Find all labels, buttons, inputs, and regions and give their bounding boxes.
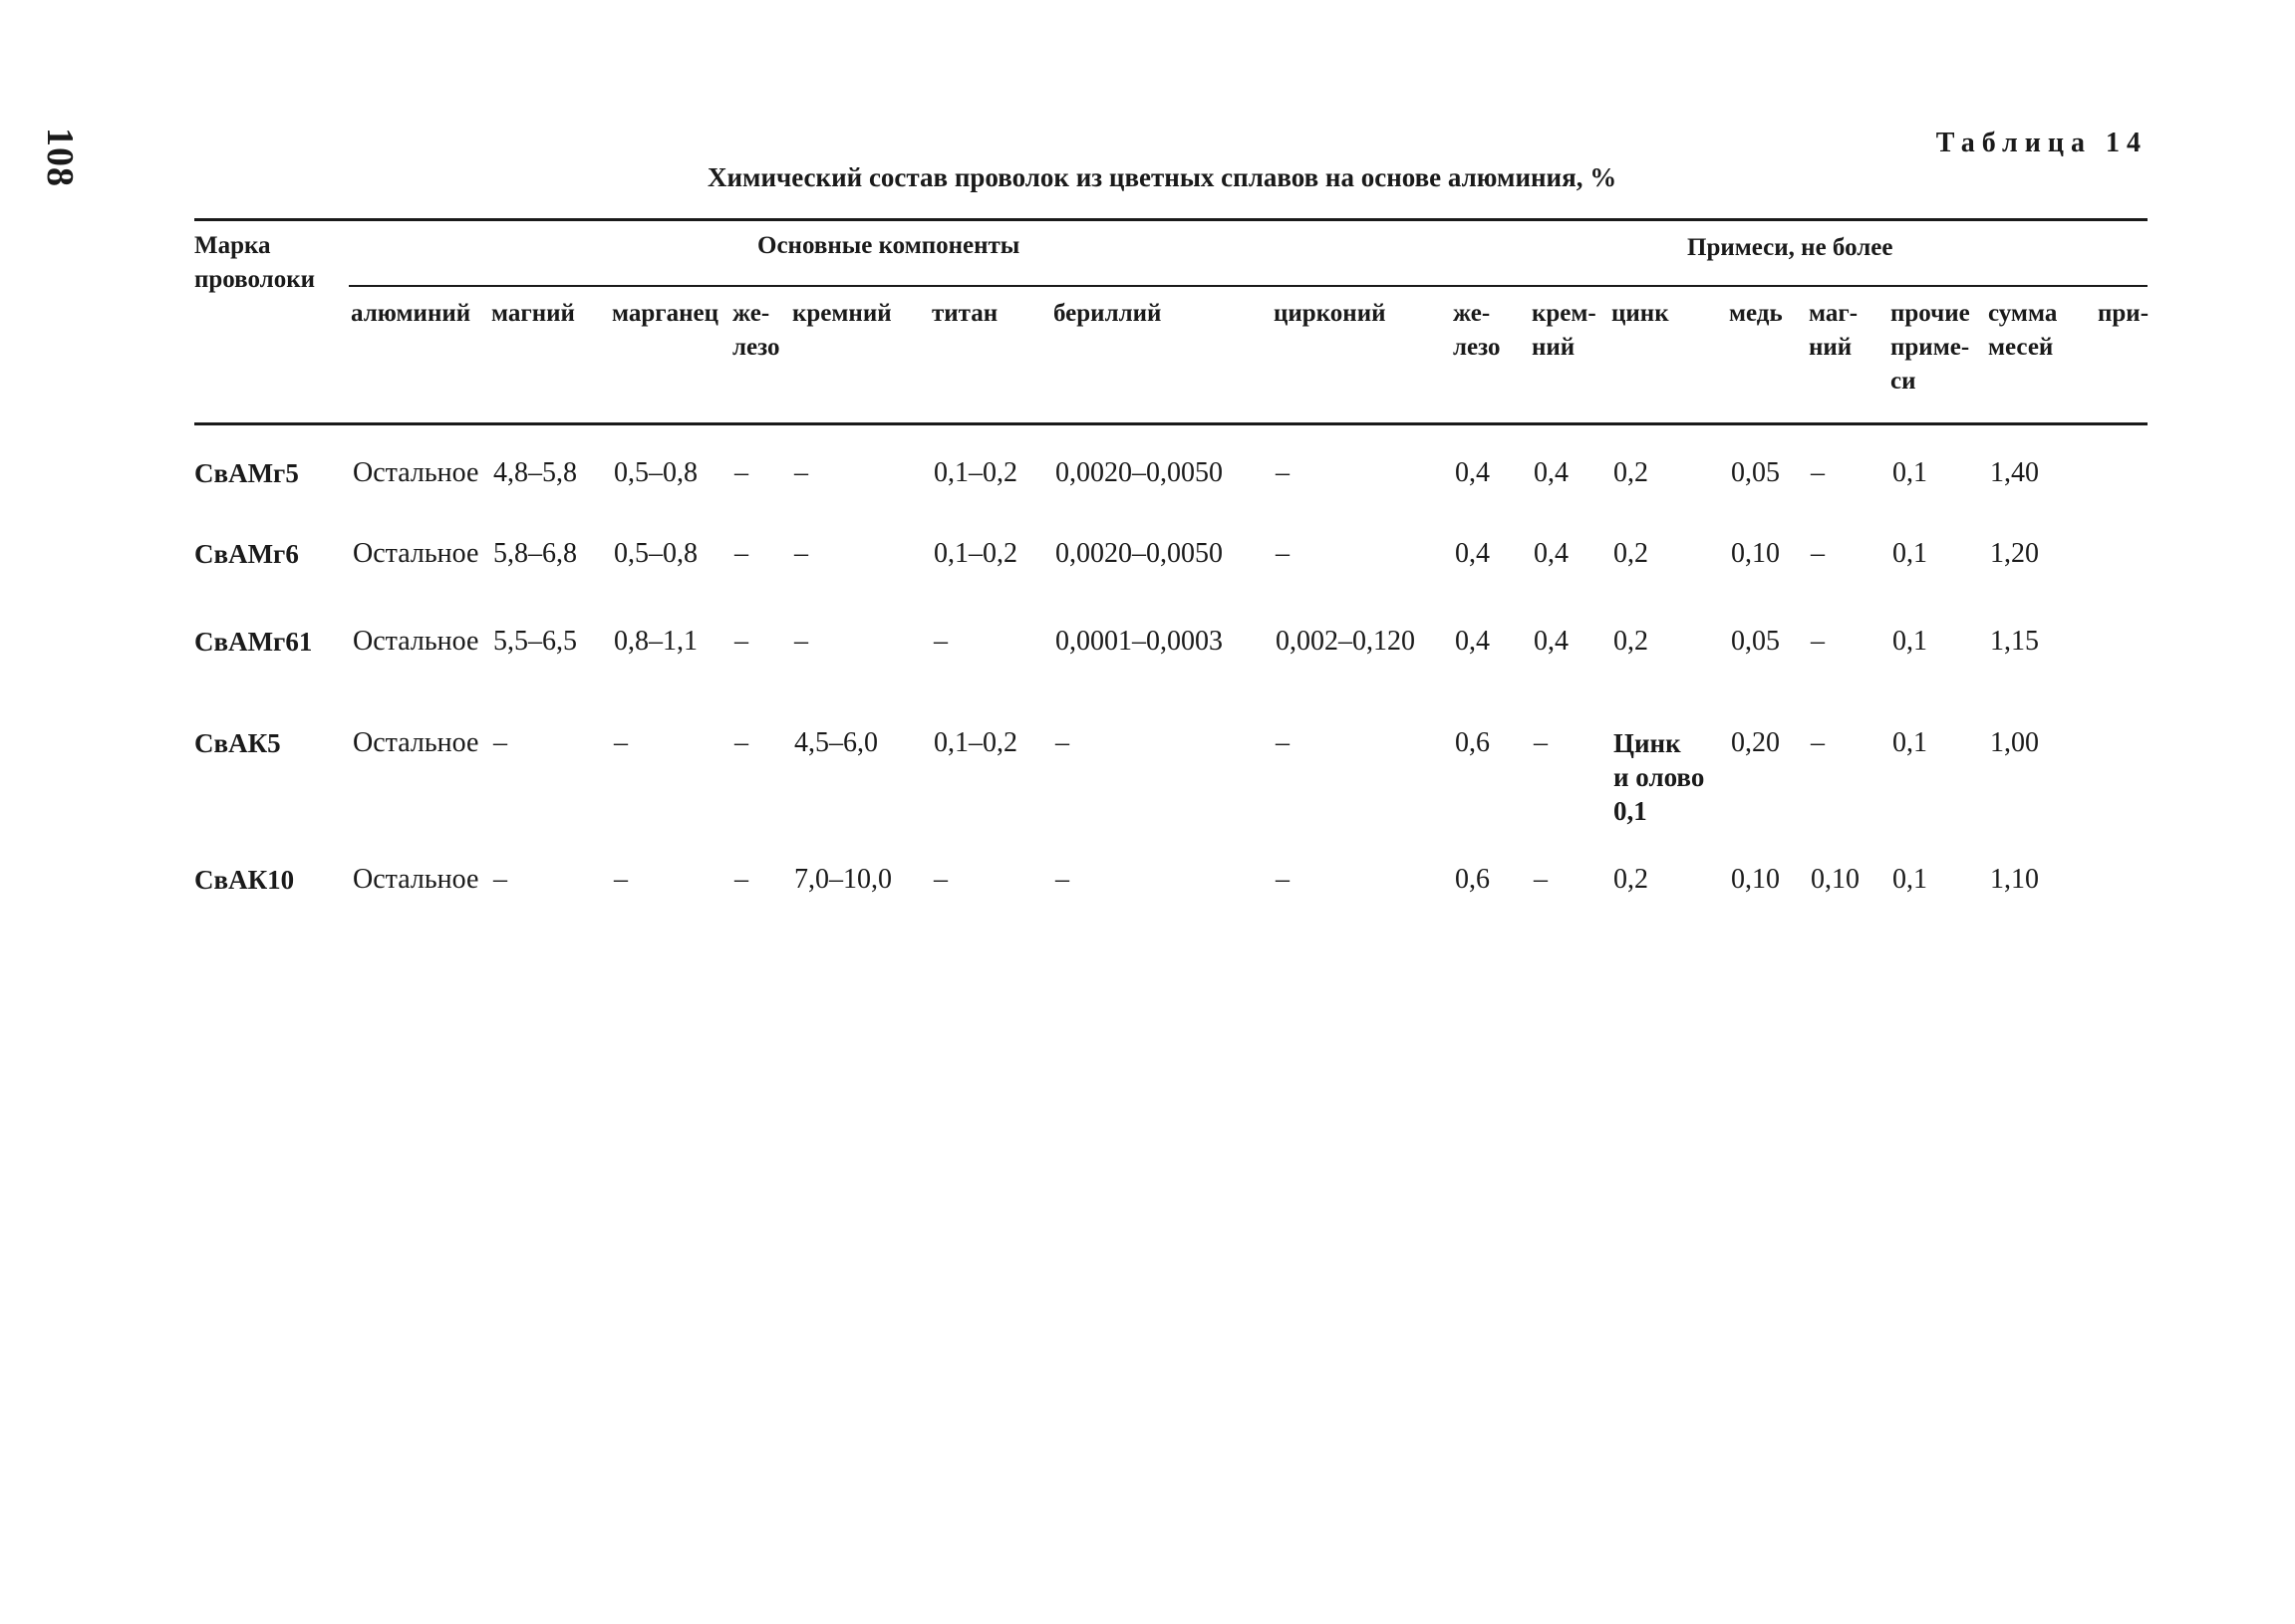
cell-impurity-sum: 1,10 [1990,864,2039,895]
cell-iron-impurity: 0,6 [1455,727,1490,758]
cell-silicon: – [794,538,808,569]
header-wire-grade: Марка [194,232,271,259]
cell-beryllium: – [1055,864,1069,895]
cell-titanium: 0,1–0,2 [934,457,1017,488]
column-header-magnesium-impurity: маг- [1809,300,1859,327]
cell-iron: – [734,457,748,488]
cell-impurity-sum: 1,15 [1990,626,2039,657]
cell-manganese: – [614,727,628,758]
column-header-aluminium: алюминий [351,300,471,327]
cell-iron-impurity: 0,4 [1455,457,1490,488]
column-header-beryllium: бериллий [1053,300,1162,327]
row-grade: СвАМг61 [194,627,313,657]
cell-aluminium: Остальное [353,727,479,758]
cell-iron-impurity: 0,4 [1455,538,1490,569]
cell-copper-impurity: 0,10 [1731,538,1780,569]
cell-magnesium: 5,8–6,8 [493,538,577,569]
cell-iron: – [734,864,748,895]
cell-silicon-impurity: 0,4 [1534,457,1569,488]
cell-silicon-impurity: 0,4 [1534,538,1569,569]
row-grade: СвАМг6 [194,539,299,569]
cell-zinc-impurity: 0,2 [1613,538,1648,569]
cell-silicon: 4,5–6,0 [794,727,878,758]
column-header-iron: лезо [732,334,780,361]
cell-titanium: 0,1–0,2 [934,727,1017,758]
cell-zirconium: – [1276,538,1290,569]
row-grade: СвАМг5 [194,458,299,488]
table-label: Таблица 14 [1935,128,2148,158]
row-grade: СвАК5 [194,728,281,758]
cell-beryllium: 0,0020–0,0050 [1055,457,1223,488]
cell-aluminium: Остальное [353,538,479,569]
row-grade: СвАК10 [194,865,295,895]
cell-zirconium: – [1276,864,1290,895]
cell-silicon: – [794,457,808,488]
cell-silicon-impurity: – [1534,727,1548,758]
column-header-silicon: кремний [792,300,892,327]
cell-magnesium-impurity: – [1811,626,1825,657]
cell-magnesium-impurity: – [1811,457,1825,488]
column-header-copper-impurity: медь [1729,300,1783,327]
cell-zinc-impurity: и олово [1613,762,1705,792]
cell-magnesium: 4,8–5,8 [493,457,577,488]
cell-manganese: – [614,864,628,895]
cell-aluminium: Остальное [353,626,479,657]
cell-zirconium: – [1276,727,1290,758]
cell-silicon: 7,0–10,0 [794,864,892,895]
cell-titanium: – [934,626,948,657]
cell-beryllium: 0,0001–0,0003 [1055,626,1223,657]
cell-zinc-impurity: 0,2 [1613,864,1648,895]
cell-zirconium: – [1276,457,1290,488]
cell-silicon: – [794,626,808,657]
column-header-silicon-impurity: ний [1532,334,1576,361]
cell-manganese: 0,8–1,1 [614,626,698,657]
cell-silicon-impurity: 0,4 [1534,626,1569,657]
cell-magnesium: – [493,864,507,895]
cell-zinc-impurity: 0,1 [1613,796,1647,826]
cell-iron-impurity: 0,4 [1455,626,1490,657]
cell-aluminium: Остальное [353,457,479,488]
cell-aluminium: Остальное [353,864,479,895]
column-header-iron: же- [732,300,770,327]
cell-impurity-sum: 1,40 [1990,457,2039,488]
column-header-iron-impurity: же- [1453,300,1491,327]
cell-iron-impurity: 0,6 [1455,864,1490,895]
cell-copper-impurity: 0,05 [1731,626,1780,657]
cell-copper-impurity: 0,10 [1731,864,1780,895]
cell-iron: – [734,626,748,657]
column-header-impurity-sum: месей [1988,334,2054,361]
cell-manganese: 0,5–0,8 [614,457,698,488]
cell-magnesium-impurity: – [1811,538,1825,569]
column-header-zirconium: цирконий [1274,300,1386,327]
cell-iron: – [734,727,748,758]
column-header-titanium: титан [932,300,999,327]
cell-magnesium: – [493,727,507,758]
cell-zinc-impurity: Цинк [1613,728,1681,758]
header-impurities: Примеси, не более [1687,234,1893,261]
column-header-magnesium: магний [491,300,575,327]
cell-iron: – [734,538,748,569]
cell-other-impurities: 0,1 [1892,538,1927,569]
cell-beryllium: 0,0020–0,0050 [1055,538,1223,569]
column-header-zinc-impurity: цинк [1611,300,1669,327]
header-wire-grade: проволоки [194,266,316,293]
cell-impurity-sum: 1,20 [1990,538,2039,569]
cell-other-impurities: 0,1 [1892,864,1927,895]
column-header-magnesium-impurity: ний [1809,334,1853,361]
cell-other-impurities: 0,1 [1892,626,1927,657]
table-top-rule [194,218,2148,221]
column-header-other-impurities: си [1890,368,1916,395]
cell-magnesium-impurity: 0,10 [1811,864,1860,895]
cell-silicon-impurity: – [1534,864,1548,895]
cell-zirconium: 0,002–0,120 [1276,626,1415,657]
column-header-other-impurities: прочие [1890,300,1970,327]
cell-titanium: – [934,864,948,895]
column-header-manganese: марганец [612,300,719,327]
column-header-note: при- [2098,300,2150,327]
cell-other-impurities: 0,1 [1892,727,1927,758]
column-header-silicon-impurity: крем- [1532,300,1596,327]
cell-impurity-sum: 1,00 [1990,727,2039,758]
cell-magnesium-impurity: – [1811,727,1825,758]
cell-beryllium: – [1055,727,1069,758]
header-bottom-rule [194,422,2148,425]
cell-copper-impurity: 0,20 [1731,727,1780,758]
table-title: Химический состав проволок из цветных сплавов на основе алюминия, % [708,162,1617,192]
cell-other-impurities: 0,1 [1892,457,1927,488]
column-header-iron-impurity: лезо [1453,334,1501,361]
cell-zinc-impurity: 0,2 [1613,457,1648,488]
header-group-rule [349,285,2148,287]
page-number: 108 [39,128,81,187]
cell-zinc-impurity: 0,2 [1613,626,1648,657]
header-main-components: Основные компоненты [757,232,1020,259]
column-header-impurity-sum: сумма [1988,300,2058,327]
cell-manganese: 0,5–0,8 [614,538,698,569]
cell-titanium: 0,1–0,2 [934,538,1017,569]
cell-magnesium: 5,5–6,5 [493,626,577,657]
column-header-other-impurities: приме- [1890,334,1970,361]
cell-copper-impurity: 0,05 [1731,457,1780,488]
